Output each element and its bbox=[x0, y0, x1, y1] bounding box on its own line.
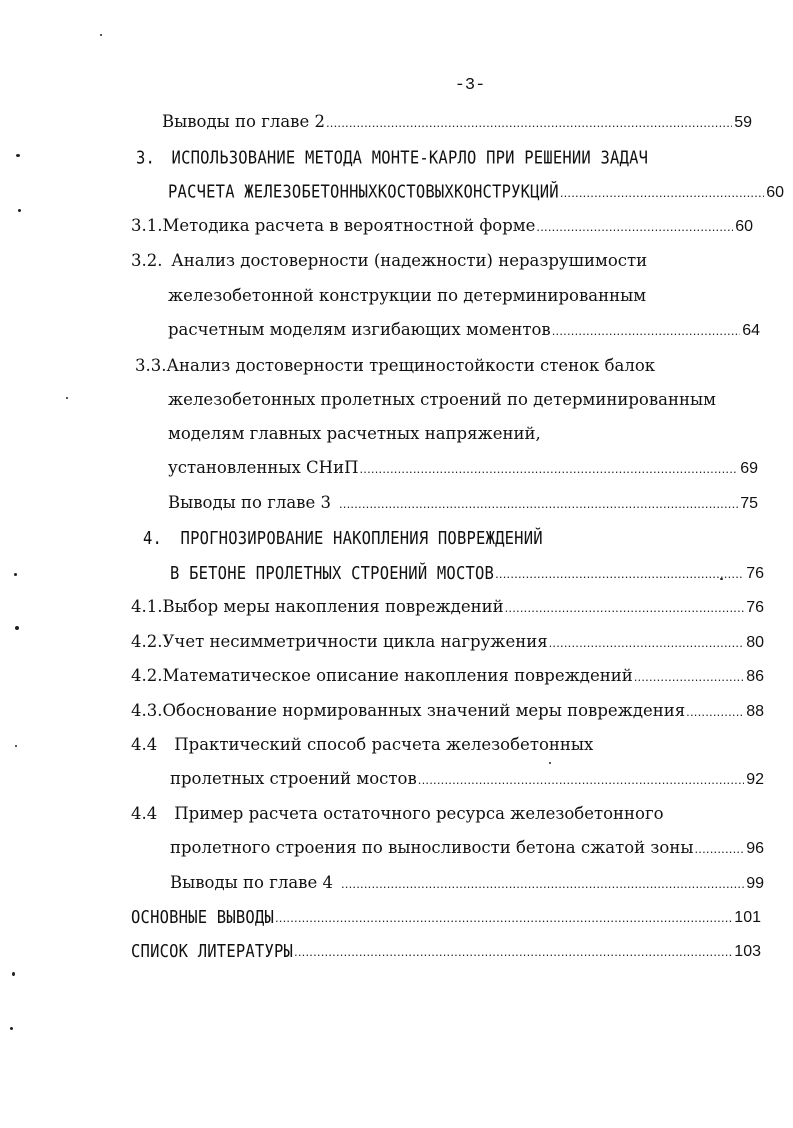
toc-entry-3-2[interactable] bbox=[131, 249, 647, 273]
toc-entry-number: 4.2. bbox=[131, 632, 163, 651]
toc-entry-text: железобетонной конструкции по детерминированным bbox=[168, 286, 647, 305]
dot-leader bbox=[505, 596, 745, 620]
toc-entry-3-3[interactable] bbox=[135, 354, 655, 378]
dot-leader bbox=[495, 562, 744, 586]
dot-leader bbox=[634, 665, 744, 689]
toc-entry-text: Методика расчета в вероятностной форме bbox=[162, 216, 536, 235]
toc-entry-number: 4.4 bbox=[131, 804, 158, 823]
toc-entry-page: 96 bbox=[746, 840, 764, 857]
toc-entry-page: 76 bbox=[746, 599, 764, 616]
toc-entry-3-3-end[interactable] bbox=[168, 456, 758, 480]
toc-entry-page: 75 bbox=[740, 495, 758, 512]
toc-entry-conclusions-ch4[interactable] bbox=[170, 871, 764, 895]
toc-entry-4-2b[interactable] bbox=[131, 664, 764, 688]
toc-entry-4-3[interactable] bbox=[131, 699, 764, 723]
toc-entry-page: 86 bbox=[746, 668, 764, 685]
toc-entry-text: Пример расчета остаточного ресурса железобетонного bbox=[174, 804, 664, 823]
toc-entry-text: пролетных строений мостов bbox=[170, 769, 417, 788]
toc-entry-3-1[interactable] bbox=[131, 214, 753, 238]
toc-entry-text: Выводы по главе 3 bbox=[168, 493, 331, 512]
toc-entry-page: 69 bbox=[740, 460, 758, 477]
toc-entry-text: Выводы по главе 4 bbox=[170, 873, 333, 892]
toc-entry-number: 4.4 bbox=[131, 735, 158, 754]
dot-leader bbox=[549, 631, 745, 655]
toc-entry-4-2a[interactable] bbox=[131, 630, 764, 654]
page-number: -3- bbox=[454, 76, 486, 95]
toc-entry-number: 3.2. bbox=[131, 251, 163, 270]
toc-entry-text: моделям главных расчетных напряжений, bbox=[168, 424, 541, 443]
toc-entry-text: ОСНОВНЫЕ ВЫВОДЫ bbox=[131, 906, 274, 928]
toc-entry-conclusions-ch3[interactable] bbox=[168, 491, 758, 515]
toc-entry-page: 60 bbox=[735, 218, 753, 235]
toc-entry-main-conclusions[interactable] bbox=[131, 905, 761, 929]
toc-entry-4-4a[interactable] bbox=[131, 733, 593, 757]
toc-entry-text: железобетонных пролетных строений по детерминированным bbox=[168, 390, 716, 409]
toc-entry-3-3-cont[interactable] bbox=[168, 388, 716, 412]
toc-entry-text: пролетного строения по выносливости бетона сжатой зоны bbox=[170, 838, 694, 857]
toc-entry-conclusions-ch2[interactable] bbox=[162, 110, 752, 134]
toc-entry-page: 80 bbox=[746, 634, 764, 651]
scan-speck bbox=[720, 578, 723, 580]
toc-entry-3-2-end[interactable] bbox=[168, 318, 760, 342]
dot-leader bbox=[326, 111, 732, 135]
toc-entry-page: 92 bbox=[746, 771, 764, 788]
toc-entry-page: 76 bbox=[746, 565, 764, 582]
toc-entry-page: 60 bbox=[766, 184, 784, 201]
dot-leader bbox=[359, 457, 738, 481]
toc-entry-text: Анализ достоверности трещиностойкости стенок балок bbox=[166, 356, 656, 375]
toc-entry-4-4b-end[interactable] bbox=[170, 836, 764, 860]
scan-speck bbox=[12, 972, 15, 976]
scan-speck bbox=[100, 34, 102, 36]
toc-entry-text: Выбор меры накопления повреждений bbox=[162, 597, 504, 616]
toc-entry-page: 88 bbox=[746, 703, 764, 720]
toc-entry-text: расчетным моделям изгибающих моментов bbox=[168, 320, 551, 339]
toc-entry-text: Практический способ расчета железобетонных bbox=[174, 735, 594, 754]
toc-entry-page: 59 bbox=[734, 114, 752, 131]
toc-entry-4-1[interactable] bbox=[131, 595, 764, 619]
toc-entry-number: 4.1. bbox=[131, 597, 163, 616]
toc-entry-text: ПРОГНОЗИРОВАНИЕ НАКОПЛЕНИЯ ПОВРЕЖДЕНИЙ bbox=[180, 527, 543, 549]
scan-speck bbox=[18, 209, 21, 212]
toc-entry-text: РАСЧЕТА ЖЕЛЕЗОБЕТОННЫХКОСТОВЫХКОНСТРУКЦИЙ bbox=[168, 181, 559, 203]
toc-entry-number: 3.1. bbox=[131, 216, 163, 235]
scan-speck bbox=[15, 745, 17, 747]
toc-entry-chapter-3-cont[interactable] bbox=[168, 180, 784, 204]
toc-entry-text: Выводы по главе 2 bbox=[162, 112, 325, 131]
toc-entry-chapter-4-cont[interactable] bbox=[170, 561, 764, 585]
toc-entry-text: Математическое описание накопления повреждений bbox=[162, 666, 633, 685]
toc-entry-text: установленных СНиП bbox=[168, 458, 359, 477]
toc-entry-number: 4.2. bbox=[131, 666, 163, 685]
dot-leader bbox=[294, 940, 732, 964]
toc-entry-text: Обоснование нормированных значений меры повреждения bbox=[162, 701, 686, 720]
scan-speck bbox=[15, 626, 19, 630]
toc-entry-number: 3.3. bbox=[135, 356, 167, 375]
toc-entry-3-2-cont[interactable] bbox=[168, 284, 646, 308]
toc-entry-4-4b[interactable] bbox=[131, 802, 664, 826]
scan-speck bbox=[14, 573, 17, 576]
dot-leader bbox=[686, 700, 744, 724]
scan-speck bbox=[66, 397, 68, 399]
scan-speck bbox=[16, 154, 20, 157]
toc-entry-chapter-4[interactable] bbox=[143, 524, 543, 552]
dot-leader bbox=[552, 319, 741, 343]
dot-leader bbox=[275, 906, 732, 930]
toc-entry-number: 4. bbox=[143, 527, 163, 549]
toc-entry-text: СПИСОК ЛИТЕРАТУРЫ bbox=[131, 940, 294, 962]
toc-entry-text: Анализ достоверности (надежности) неразрушимости bbox=[171, 251, 648, 270]
scan-speck bbox=[10, 1027, 13, 1030]
dot-leader bbox=[341, 872, 744, 896]
toc-entry-number: 3. bbox=[136, 147, 156, 169]
toc-entry-page: 99 bbox=[746, 875, 764, 892]
toc-entry-4-4a-end[interactable] bbox=[170, 767, 764, 791]
dot-leader bbox=[560, 181, 764, 205]
scan-speck bbox=[549, 762, 551, 764]
toc-entry-references[interactable] bbox=[131, 939, 761, 963]
toc-entry-page: 103 bbox=[734, 943, 761, 960]
toc-entry-page: 101 bbox=[734, 909, 761, 926]
dot-leader bbox=[339, 492, 738, 516]
dot-leader bbox=[418, 768, 744, 792]
toc-entry-number: 4.3. bbox=[131, 701, 163, 720]
toc-entry-text: ИСПОЛЬЗОВАНИЕ МЕТОДА МОНТЕ-КАРЛО ПРИ РЕШЕНИИ ЗАДАЧ bbox=[171, 147, 649, 169]
dot-leader bbox=[694, 837, 744, 861]
toc-entry-3-3-cont2[interactable] bbox=[168, 422, 541, 446]
toc-entry-chapter-3[interactable] bbox=[136, 144, 648, 172]
dot-leader bbox=[536, 215, 733, 239]
toc-entry-text: Учет несимметричности цикла нагружения bbox=[162, 632, 548, 651]
toc-entry-page: 64 bbox=[742, 322, 760, 339]
toc-entry-text: В БЕТОНЕ ПРОЛЕТНЫХ СТРОЕНИЙ МОСТОВ bbox=[170, 562, 495, 584]
